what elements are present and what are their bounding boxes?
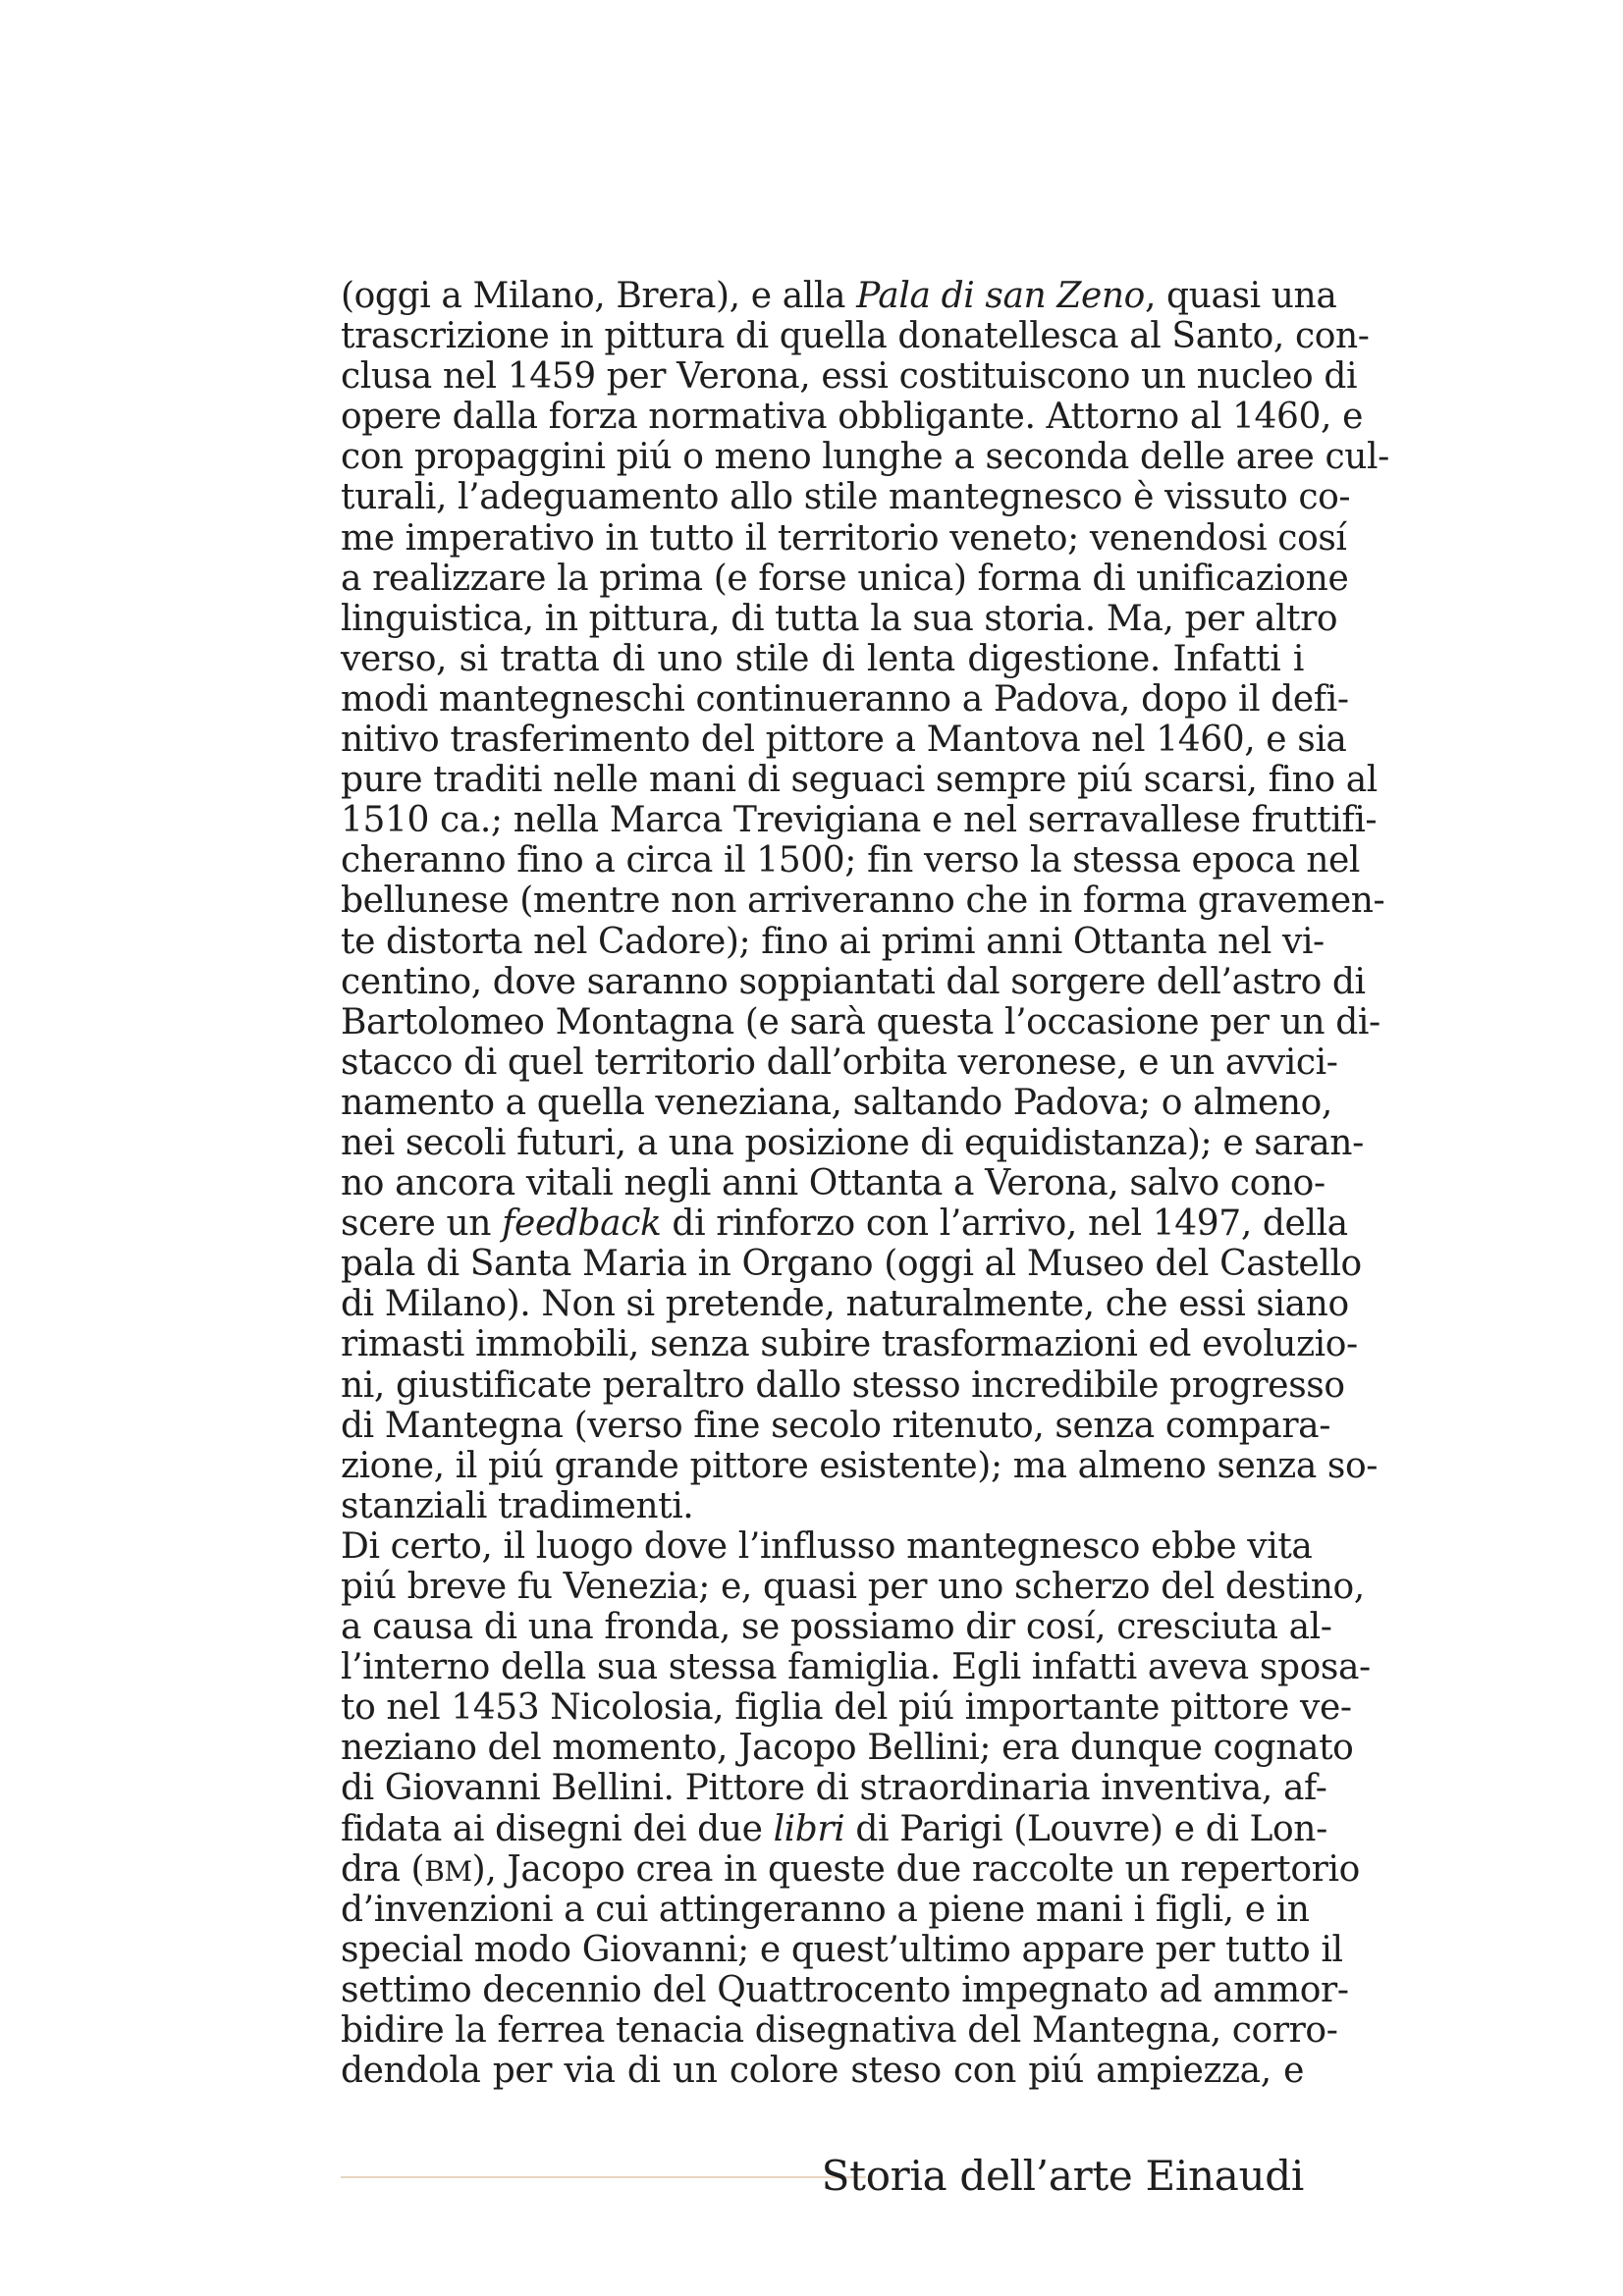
text-segment: , quasi una <box>1144 276 1337 316</box>
text-line <box>341 1364 1345 1406</box>
footer-title: Storia dell’arte Einaudi <box>821 2152 1304 2200</box>
text-segment: stanziali tradimenti. <box>341 1485 694 1526</box>
body-text <box>341 276 1389 2092</box>
text-line <box>341 598 1338 639</box>
text-segment: ), Jacopo crea in queste due raccolte un repertorio <box>471 1848 1360 1890</box>
text-segment: special modo Giovanni; e quest’ultimo appare per tutto il <box>341 1929 1343 1970</box>
text-segment: zione, il piú grande pittore esistente); ma almeno senza so- <box>341 1445 1379 1486</box>
text-line <box>341 2010 1338 2052</box>
text-segment: bidire la ferrea tenacia disegnativa del Mantegna, corro- <box>341 2010 1338 2052</box>
smallcaps-text: BM <box>424 1854 472 1888</box>
italic-text: feedback <box>502 1203 662 1245</box>
text-segment: turali, l’adeguamento allo stile mantegnesco è vissuto co- <box>341 477 1351 518</box>
text-segment: clusa nel 1459 per Verona, essi costituiscono un nucleo di <box>341 356 1358 398</box>
text-line <box>341 1607 1332 1648</box>
text-segment: centino, dove saranno soppiantati dal sorgere dell’astro di <box>341 961 1366 1002</box>
text-segment: nitivo trasferimento del pittore a Mantova nel 1460, e sia <box>341 720 1347 761</box>
text-segment: namento a quella veneziana, saltando Padova; o almeno, <box>341 1082 1332 1123</box>
text-segment: cheranno fino a circa il 1500; fin verso la stessa epoca nel <box>341 840 1361 881</box>
text-segment: d’invenzioni a cui attingeranno a piene mani i figli, e in <box>341 1889 1310 1930</box>
text-segment: opere dalla forza normativa obbligante. Attorno al 1460, e <box>341 397 1364 438</box>
text-segment: stacco di quel territorio dall’orbita veronese, e un avvici- <box>341 1041 1338 1083</box>
text-line <box>341 1728 1354 1769</box>
text-segment: pure traditi nelle mani di seguaci sempre piú scarsi, fino al <box>341 760 1378 801</box>
text-segment: nei secoli futuri, a una posizione di equidistanza); e saran- <box>341 1122 1364 1163</box>
text-line <box>341 1486 1304 1526</box>
text-segment: rimasti immobili, senza subire trasformazioni ed evoluzio- <box>341 1324 1358 1365</box>
text-segment: Di certo, il luogo dove l’influsso mantegnesco ebbe vita <box>341 1525 1313 1567</box>
text-segment: me imperativo in tutto il territorio veneto; venendosi cosí <box>341 517 1347 559</box>
text-segment: ni, giustificate peraltro dallo stesso incredibile progresso <box>341 1364 1345 1406</box>
text-segment: piú breve fu Venezia; e, quasi per uno scherzo del destino, <box>341 1567 1365 1607</box>
text-segment: dra ( <box>341 1848 425 1890</box>
text-line <box>341 1041 1338 1083</box>
text-line <box>341 276 1337 316</box>
text-line <box>341 1445 1379 1486</box>
text-line <box>341 1567 1365 1607</box>
text-segment: bellunese (mentre non arriveranno che in forma gravemen- <box>341 881 1385 922</box>
text-segment: 1510 ca.; nella Marca Trevigiana e nel serravallese fruttifi- <box>341 800 1378 841</box>
text-line <box>341 517 1347 559</box>
text-line <box>341 397 1364 438</box>
text-line <box>341 2051 1304 2091</box>
italic-text: libri <box>773 1808 845 1849</box>
text-segment: di Parigi (Louvre) e di Lon- <box>844 1808 1327 1849</box>
text-segment: linguistica, in pittura, di tutta la sua storia. Ma, per altro <box>341 598 1338 639</box>
text-line <box>341 477 1351 518</box>
text-line <box>341 1929 1343 1970</box>
text-segment: scere un <box>341 1203 503 1245</box>
text-segment: di rinforzo con l’arrivo, nel 1497, della <box>661 1203 1348 1245</box>
text-line <box>341 800 1378 841</box>
text-segment: settimo decennio del Quattrocento impegnato ad ammor- <box>341 1969 1349 2010</box>
text-line <box>341 356 1358 398</box>
text-line <box>341 316 1370 357</box>
text-line <box>341 639 1304 679</box>
text-segment: di Milano). Non si pretende, naturalmente, che essi siano <box>341 1284 1349 1325</box>
text-segment: verso, si tratta di uno stile di lenta digestione. Infatti i <box>341 638 1304 679</box>
text-line <box>341 1889 1310 1930</box>
text-line <box>341 1244 1362 1285</box>
text-line <box>341 1848 1360 1890</box>
text-segment: modi mantegneschi continueranno a Padova, dopo il defi- <box>341 678 1349 720</box>
text-line <box>341 678 1349 720</box>
text-line <box>341 720 1347 761</box>
text-segment: l’interno della sua stessa famiglia. Egli infatti aveva sposa- <box>341 1647 1371 1688</box>
text-segment: di Mantegna (verso fine secolo ritenuto, senza compara- <box>341 1405 1330 1446</box>
text-line <box>341 1405 1330 1446</box>
text-line <box>341 437 1389 478</box>
text-line <box>341 760 1378 801</box>
text-line <box>341 961 1366 1002</box>
text-line <box>341 1082 1332 1123</box>
text-line <box>341 881 1385 922</box>
text-segment: pala di Santa Maria in Organo (oggi al Museo del Castello <box>341 1244 1362 1285</box>
footer-rule <box>341 2176 866 2178</box>
text-segment: fidata ai disegni dei due <box>341 1808 774 1849</box>
text-segment: (oggi a Milano, Brera), e alla <box>341 276 857 316</box>
text-segment: Bartolomeo Montagna (e sarà questa l’occasione per un di- <box>341 1001 1380 1042</box>
text-segment: trascrizione in pittura di quella donatellesca al Santo, con- <box>341 316 1370 357</box>
text-line <box>341 1203 1348 1245</box>
text-segment: a realizzare la prima (e forse unica) forma di unificazione <box>341 558 1349 599</box>
text-line <box>341 1525 1313 1567</box>
text-line <box>341 1001 1380 1042</box>
text-line <box>341 1808 1327 1849</box>
text-line <box>341 1163 1325 1204</box>
text-segment: con propaggini piú o meno lunghe a seconda delle aree cul- <box>341 437 1389 478</box>
text-line <box>341 840 1361 881</box>
text-segment: neziano del momento, Jacopo Bellini; era dunque cognato <box>341 1728 1354 1769</box>
text-line <box>341 1687 1352 1729</box>
text-line <box>341 1647 1371 1688</box>
text-line <box>341 1969 1349 2010</box>
text-segment: te distorta nel Cadore); fino ai primi anni Ottanta nel vi- <box>341 921 1325 962</box>
text-segment: a causa di una fronda, se possiamo dir cosí, cresciuta al- <box>341 1607 1332 1648</box>
text-line <box>341 921 1325 962</box>
text-line <box>341 558 1349 599</box>
text-line <box>341 1284 1349 1325</box>
text-segment: no ancora vitali negli anni Ottanta a Verona, salvo cono- <box>341 1163 1325 1204</box>
italic-text: Pala di san Zeno <box>856 276 1145 316</box>
text-line <box>341 1768 1327 1809</box>
text-segment: to nel 1453 Nicolosia, figlia del piú importante pittore ve- <box>341 1687 1352 1729</box>
text-segment: dendola per via di un colore steso con piú ampiezza, e <box>341 2051 1304 2092</box>
text-segment: di Giovanni Bellini. Pittore di straordinaria inventiva, af- <box>341 1768 1327 1809</box>
text-line <box>341 1324 1358 1365</box>
text-line <box>341 1122 1364 1163</box>
